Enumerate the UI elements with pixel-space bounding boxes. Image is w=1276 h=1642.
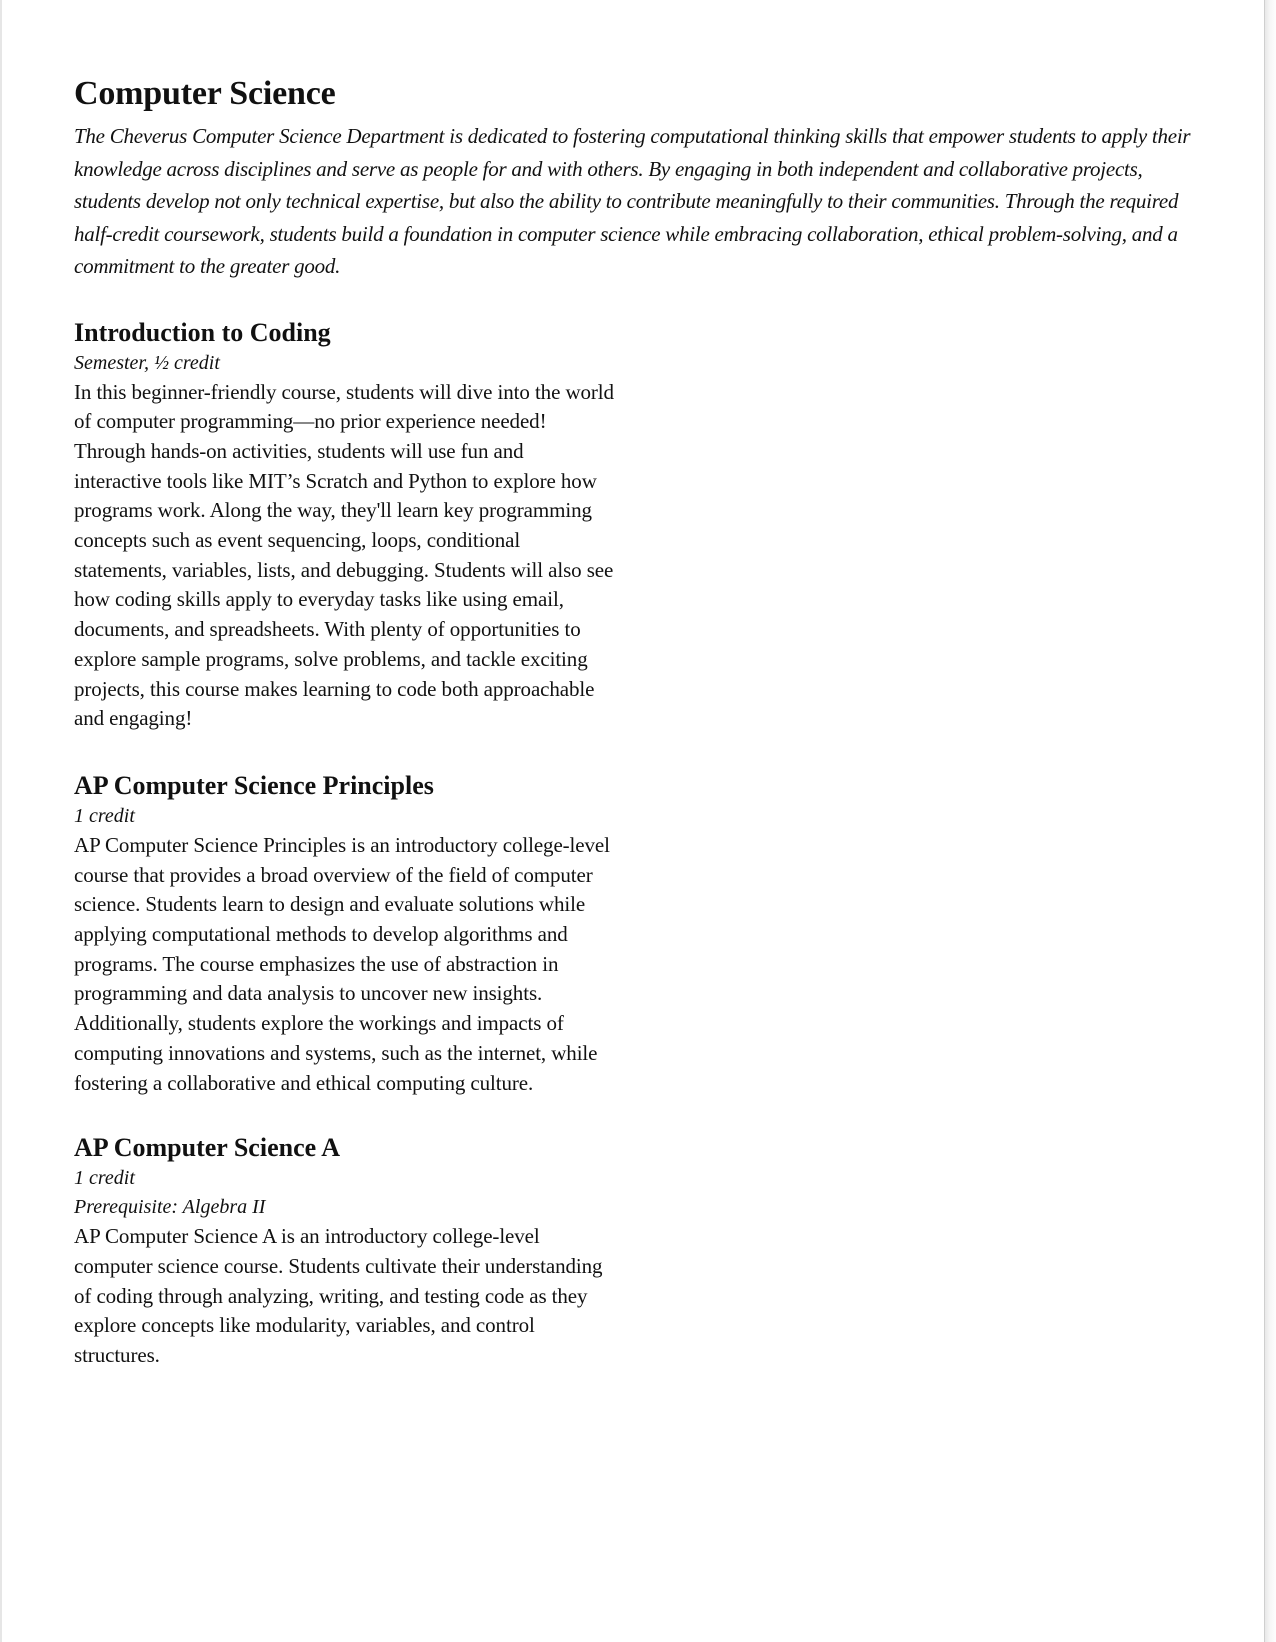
- page-right-edge: [1264, 0, 1276, 1642]
- course-description: In this beginner-friendly course, students will dive into the world of computer programming—no prior experience needed! Through hands-on activities, students will use fun and interactive tools like MIT’s Scratch and Python to explore how programs work. Along the way, they'll learn key programming concepts such as event sequencing, loops, conditional statements, variables, lists, and debugging. Students will also see how coding skills apply to everyday tasks like using email, documents, and spreadsheets. With plenty of opportunities to explore sample programs, solve problems, and tackle exciting projects, this course makes learning to code both approachable and engaging!: [74, 379, 614, 731]
- course-credit: 1 credit: [74, 804, 135, 827]
- department-intro: The Cheverus Computer Science Department is dedicated to fostering computational thinking skills that empower students to apply their knowledge across disciplines and serve as people for and with others. By engaging in both independent and collaborative projects, students develop not only technical expertise, but also the ability to contribute meaningfully to their communities. Through the required half-credit coursework, students build a foundation in computer science while embracing collaboration, ethical problem-solving, and a commitment to the greater good.: [74, 124, 1191, 278]
- department-title: Computer Science: [74, 75, 336, 112]
- course-title: AP Computer Science A: [74, 1133, 340, 1163]
- document-page: [74, 72, 1204, 1371]
- course-ap-computer-science-a: [74, 1132, 614, 1371]
- course-description: AP Computer Science A is an introductory college-level computer science course. Students cultivate their understanding of coding through analyzing, writing, and testing code as they explore concepts like modularity, variables, and control structures.: [74, 1224, 603, 1368]
- course-credit: 1 credit: [74, 1167, 135, 1190]
- course-credit: Semester, ½ credit: [74, 351, 220, 374]
- course-introduction-to-coding: [74, 317, 614, 734]
- course-title: Introduction to Coding: [74, 317, 331, 347]
- page-left-edge: [0, 0, 2, 1642]
- course-ap-computer-science-principles: [74, 770, 614, 1098]
- course-title: AP Computer Science Principles: [74, 770, 434, 800]
- course-description: AP Computer Science Principles is an introductory college-level course that provides a broad overview of the field of computer science. Students learn to design and evaluate solutions while applying computational methods to develop algorithms and programs. The course emphasizes the use of abstraction in programming and data analysis to uncover new insights. Additionally, students explore the workings and impacts of computing innovations and systems, such as the internet, while fostering a collaborative and ethical computing culture.: [74, 832, 610, 1095]
- course-prerequisite: Prerequisite: Algebra II: [74, 1196, 266, 1219]
